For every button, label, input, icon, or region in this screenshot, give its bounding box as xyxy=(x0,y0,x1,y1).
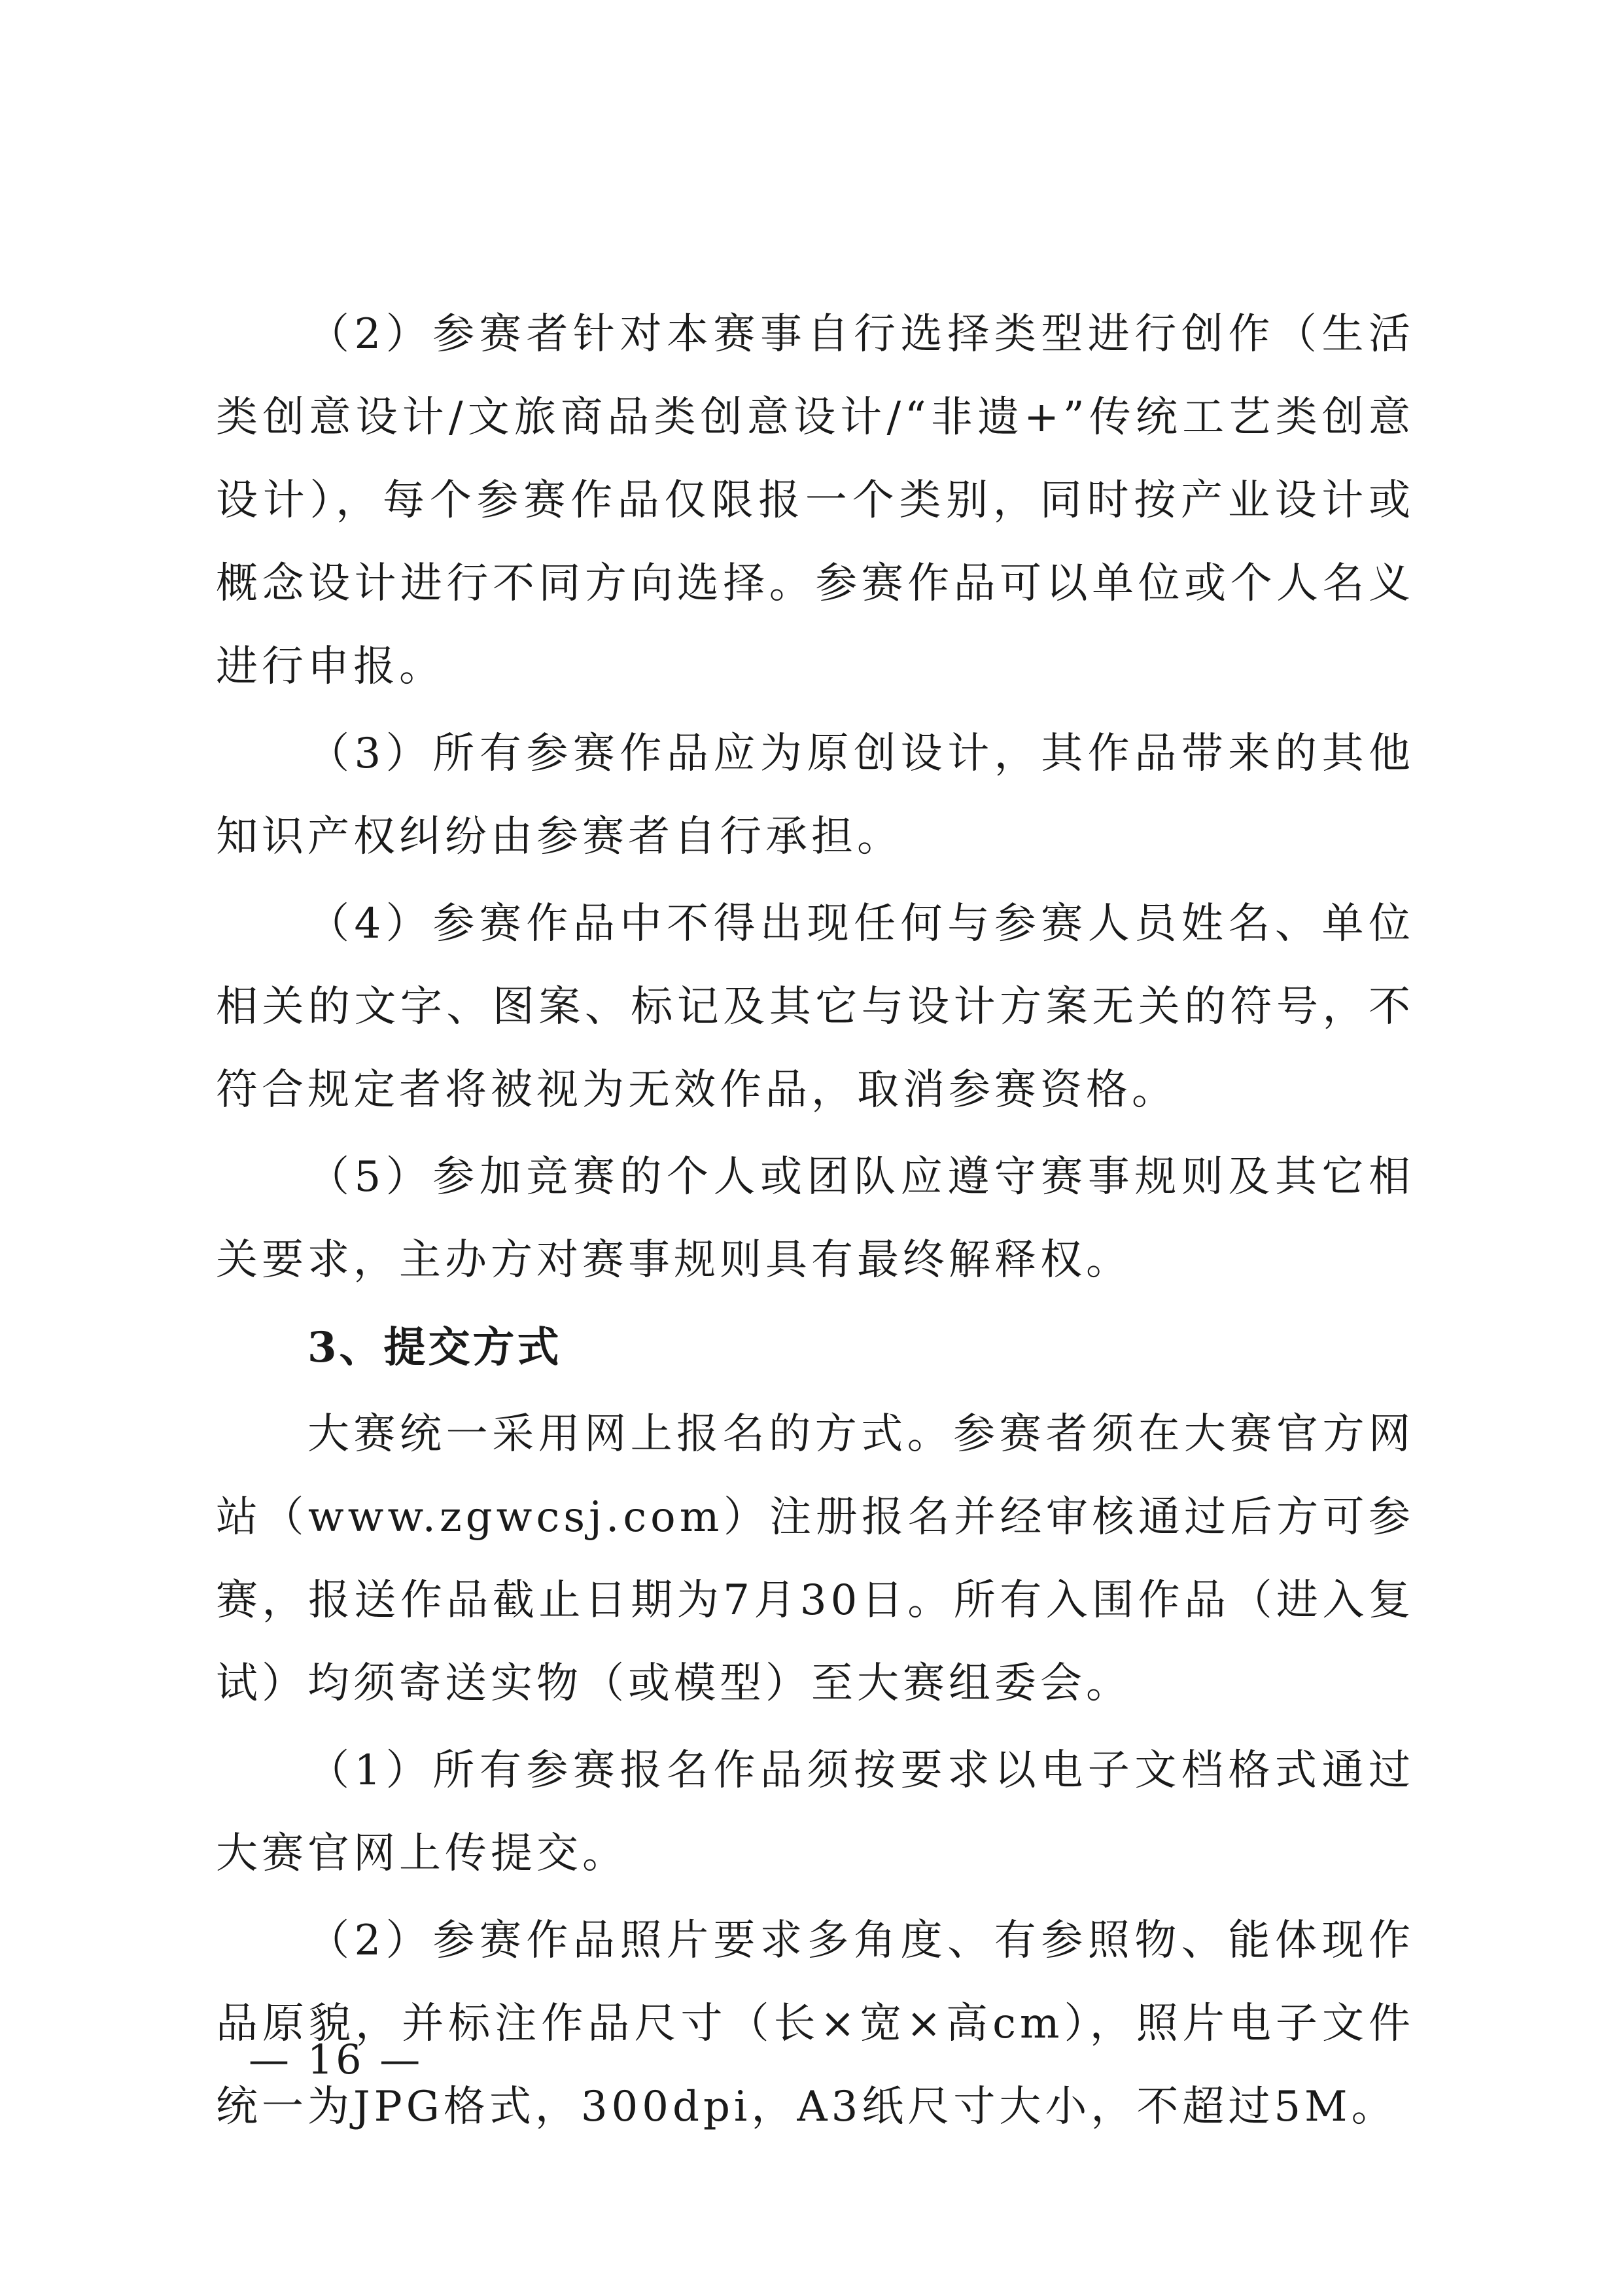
paragraph-rule-3: （3）所有参赛作品应为原创设计，其作品带来的其他知识产权纠纷由参赛者自行承担。 xyxy=(216,730,1414,861)
paragraph-rule-4: （4）参赛作品中不得出现任何与参赛人员姓名、单位相关的文字、图案、标记及其它与设计方案无关的符号，不符合规定者将被视为无效作品，取消参赛资格。 xyxy=(216,900,1414,1114)
paragraph-rule-5: （5）参加竞赛的个人或团队应遵守赛事规则及其它相关要求，主办方对赛事规则具有最终解释权。 xyxy=(216,1153,1414,1284)
page-number: — 16 — xyxy=(249,2036,423,2083)
paragraph-submission-1: （1）所有参赛报名作品须按要求以电子文档格式通过大赛官网上传提交。 xyxy=(216,1746,1414,1878)
paragraph-submission-intro: 大赛统一采用网上报名的方式。参赛者须在大赛官方网站（www.zgwcsj.com）注册报名并经审核通过后方可参赛，报送作品截止日期为7月30日。所有入围作品（进入复试）均须寄送实物（或模型）至大赛组委会。 xyxy=(216,1410,1414,1708)
paragraph-submission-2: （2）参赛作品照片要求多角度、有参照物、能体现作品原貌，并标注作品尺寸（长×宽×高cm），照片电子文件统一为JPG格式，300dpi，A3纸尺寸大小，不超过5M。 xyxy=(216,1916,1414,2131)
section-heading-submission: 3、提交方式 xyxy=(307,1323,562,1372)
paragraph-rule-2: （2）参赛者针对本赛事自行选择类型进行创作（生活类创意设计/文旅商品类创意设计/“非遗+”传统工艺类创意设计），每个参赛作品仅限报一个类别，同时按产业设计或概念设计进行不同方向选择。参赛作品可以单位或个人名义进行申报。 xyxy=(216,310,1414,691)
document-body xyxy=(216,293,1414,2153)
